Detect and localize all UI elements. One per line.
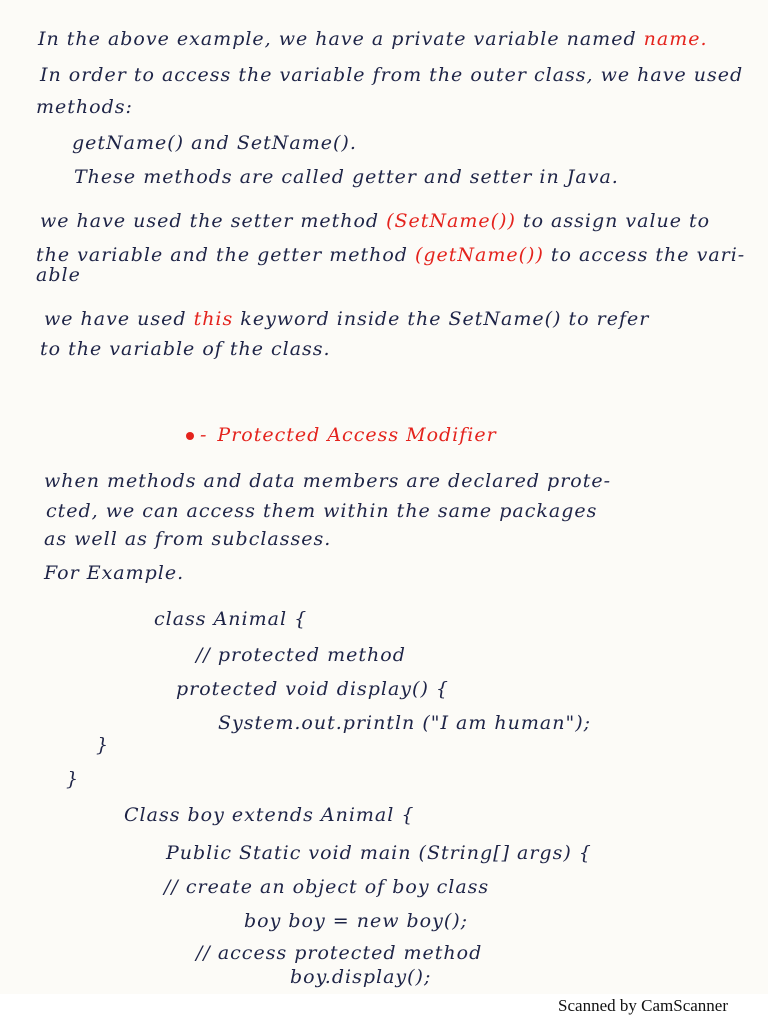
highlight-text: (getName()) bbox=[414, 244, 544, 266]
code-line: // protected method bbox=[196, 644, 406, 666]
code-line: System.out.println ("I am human"); bbox=[218, 712, 592, 734]
text: to assign value to bbox=[515, 210, 711, 232]
paragraph-line bbox=[38, 28, 708, 50]
paragraph-line: when methods and data members are declared prote- bbox=[44, 470, 612, 492]
text: In the above example, we have a private variable named bbox=[38, 28, 644, 50]
text: we have used bbox=[44, 308, 194, 330]
paragraph-line bbox=[36, 244, 745, 266]
highlight-text: this bbox=[193, 308, 234, 330]
bullet-icon bbox=[186, 432, 194, 440]
paragraph-line: methods: bbox=[36, 96, 133, 118]
text: we have used the setter method bbox=[40, 210, 387, 232]
code-line: protected void display() { bbox=[176, 678, 449, 700]
paragraph-line: cted, we can access them within the same packages bbox=[46, 500, 598, 522]
code-line: Class boy extends Animal { bbox=[124, 804, 415, 826]
code-line: Public Static void main (String[] args) { bbox=[166, 842, 592, 864]
paragraph-line: to the variable of the class. bbox=[40, 338, 331, 360]
code-line: boy.display(); bbox=[290, 966, 432, 988]
scanner-watermark: Scanned by CamScanner bbox=[558, 996, 728, 1015]
code-line: class Animal { bbox=[154, 608, 308, 630]
methods-line: getName() and SetName(). bbox=[72, 132, 357, 154]
paragraph-line: able bbox=[36, 264, 81, 286]
text: keyword inside the SetName() to refer bbox=[233, 308, 650, 330]
code-line: boy boy = new boy(); bbox=[244, 910, 469, 932]
paragraph-line: as well as from subclasses. bbox=[44, 528, 332, 550]
code-line: } bbox=[96, 734, 110, 756]
highlight-text: (SetName()) bbox=[386, 210, 516, 232]
code-line: } bbox=[66, 768, 80, 790]
paragraph-line bbox=[40, 210, 710, 232]
paragraph-line: In order to access the variable from the outer class, we have used bbox=[40, 64, 744, 86]
code-line: // create an object of boy class bbox=[164, 876, 490, 898]
text: to access the vari- bbox=[543, 244, 746, 266]
section-heading: - Protected Access Modifier bbox=[186, 424, 497, 446]
heading-text: Protected Access Modifier bbox=[217, 424, 497, 446]
paragraph-line: For Example. bbox=[44, 562, 185, 584]
getter-setter-line: These methods are called getter and setter in Java. bbox=[74, 166, 619, 188]
highlight-text: name. bbox=[643, 28, 708, 50]
paragraph-line bbox=[44, 308, 649, 330]
code-line: // access protected method bbox=[196, 942, 483, 964]
text: the variable and the getter method bbox=[36, 244, 415, 266]
